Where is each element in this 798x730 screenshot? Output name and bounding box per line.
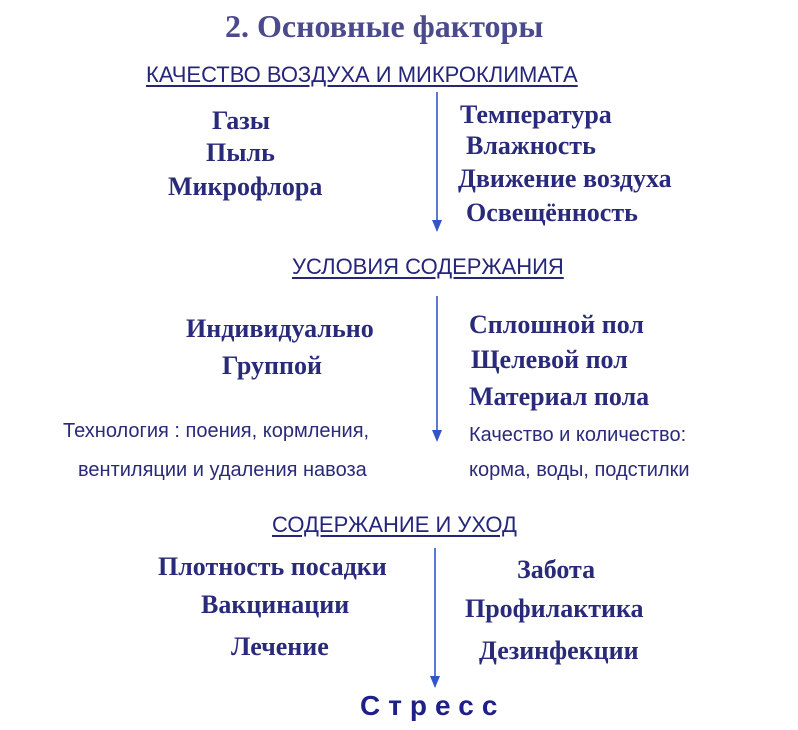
arrow-down-3 [428,548,442,690]
factor-lighting: Освещённость [466,198,638,227]
arrow-down-2 [430,296,444,444]
result-stress: Стресс [360,690,506,721]
factor-slatted-floor: Щелевой пол [471,345,628,374]
factor-quality-quantity-line1: Качество и количество: [469,424,687,446]
factor-stocking-density: Плотность посадки [158,552,387,581]
factor-prophylaxis: Профилактика [465,594,644,623]
factor-disinfection: Дезинфекции [479,636,639,665]
factor-care: Забота [517,555,596,584]
factor-floor-material: Материал пола [469,382,650,411]
factor-group: Группой [222,351,322,380]
page-title: 2. Основные факторы [225,8,544,44]
arrow-down-1 [430,92,444,234]
section-heading-housing-conditions: УСЛОВИЯ СОДЕРЖАНИЯ [292,254,564,279]
factor-vaccinations: Вакцинации [201,590,350,619]
factor-treatment: Лечение [231,632,329,661]
factor-individual: Индивидуально [186,314,374,343]
factor-quality-quantity-line2: корма, воды, подстилки [469,459,690,481]
factor-technology-line1: Технология : поения, кормления, [63,420,370,442]
factor-gases: Газы [212,106,271,135]
section-heading-air-quality: КАЧЕСТВО ВОЗДУХА И МИКРОКЛИМАТА [146,62,578,87]
factor-temperature: Температура [460,100,612,129]
factor-dust: Пыль [206,138,275,167]
factor-humidity: Влажность [466,131,596,160]
section-heading-keeping-and-care: СОДЕРЖАНИЕ И УХОД [272,512,517,537]
factor-solid-floor: Сплошной пол [469,310,644,339]
factor-technology-line2: вентиляции и удаления навоза [78,459,367,481]
factor-microflora: Микрофлора [168,172,323,201]
factor-air-movement: Движение воздуха [458,164,672,193]
